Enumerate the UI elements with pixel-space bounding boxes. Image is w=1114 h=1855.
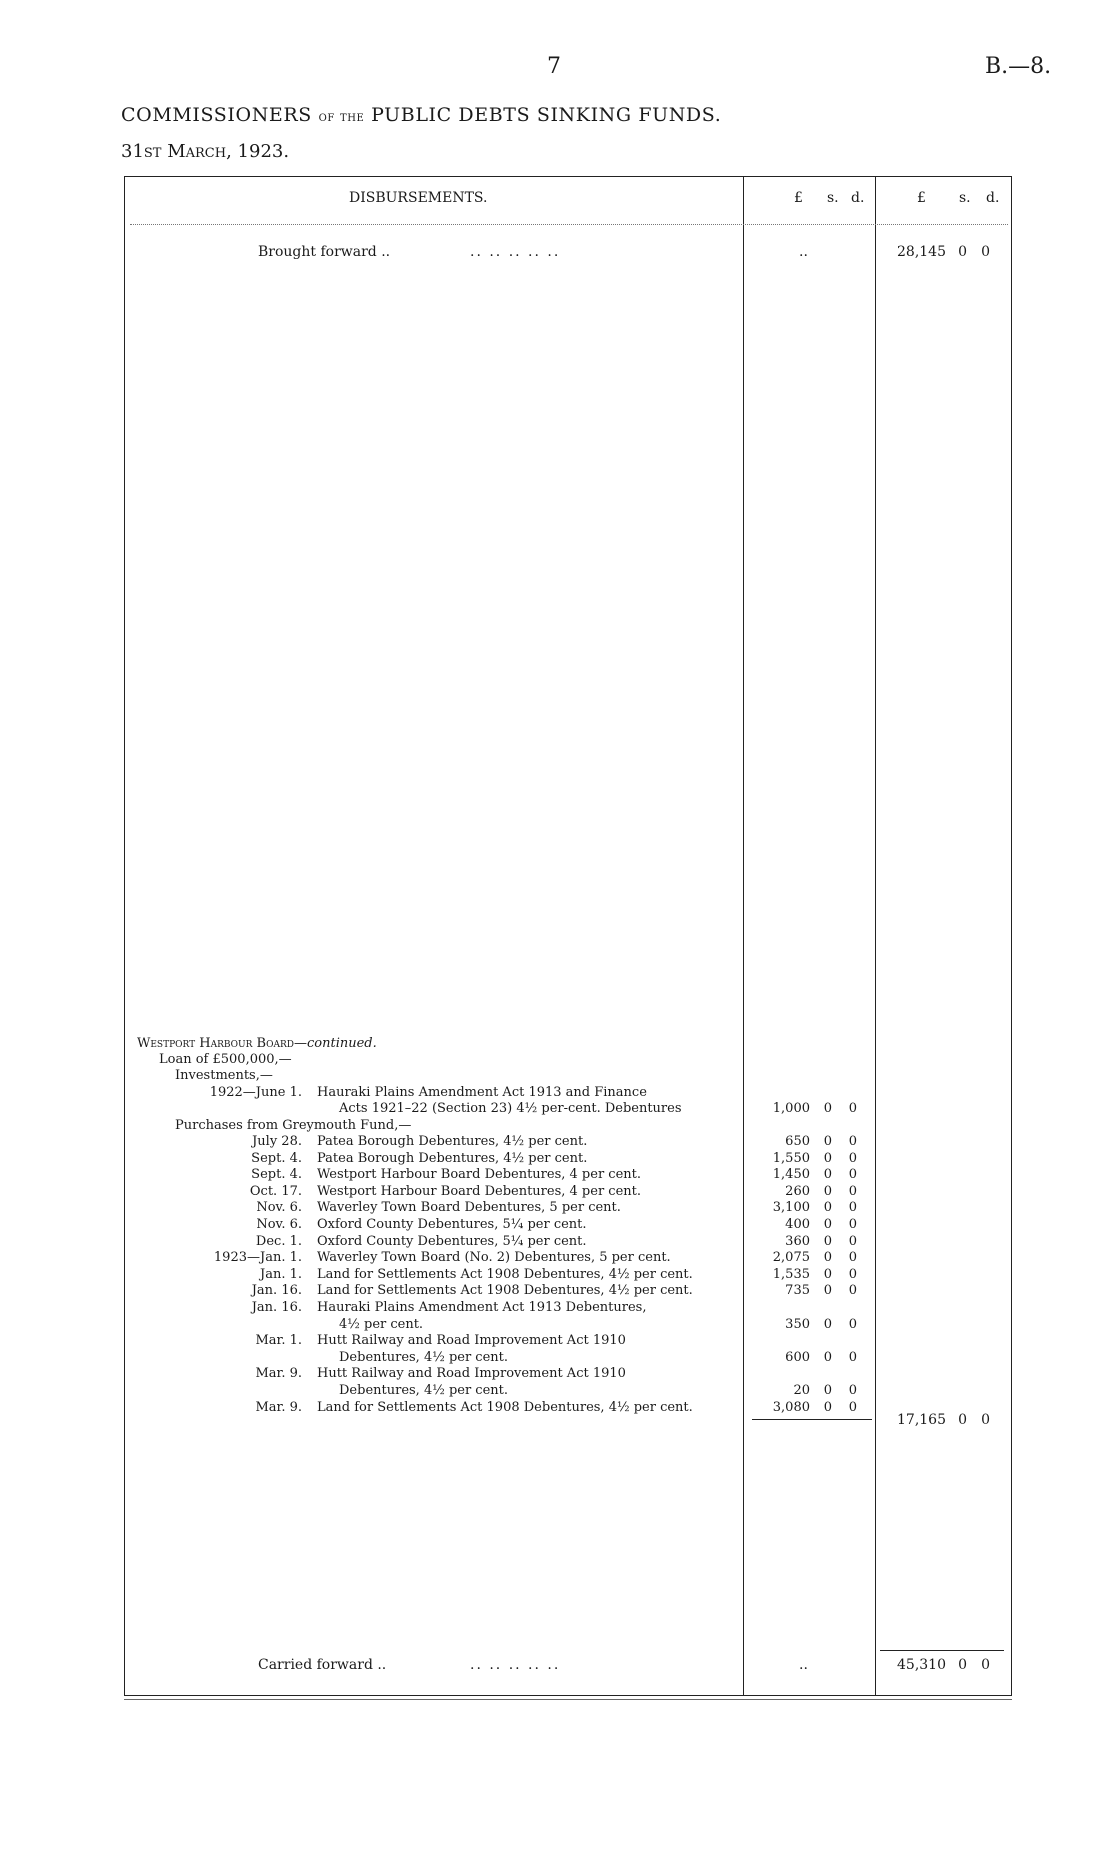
entry-d: 0 <box>848 1316 857 1332</box>
entry-amount: 3,080 <box>772 1399 810 1415</box>
page-number: 7 <box>547 54 561 79</box>
entry-date: Dec. 1. <box>255 1233 302 1249</box>
entry-date: Mar. 9. <box>255 1399 302 1415</box>
entry-text-continued: Debentures, 4½ per cent. <box>339 1383 509 1398</box>
carried-forward-rule <box>880 1650 1004 1651</box>
entry-d: 0 <box>848 1200 857 1216</box>
entry-d: 0 <box>848 1250 857 1266</box>
entry-amount: 400 <box>785 1217 810 1232</box>
entry-date: Oct. 17. <box>249 1183 302 1199</box>
statement-date: 31st March, 1923. <box>121 141 290 162</box>
entry-d: 0 <box>848 1217 857 1232</box>
entry-amount: 1,535 <box>772 1266 810 1282</box>
entry-date: Mar. 1. <box>255 1333 302 1349</box>
entry-d: 0 <box>848 1349 857 1365</box>
entry-date: Jan. 1. <box>259 1266 302 1282</box>
brought-forward-col1: .. <box>799 244 808 260</box>
entry-d: 0 <box>848 1150 857 1166</box>
entry-date: Nov. 6. <box>256 1200 302 1216</box>
shilling-heading-2: s. <box>959 190 971 206</box>
table-right-rule <box>1011 176 1012 1696</box>
column-divider-2 <box>875 176 876 1696</box>
section-heading-name: Westport Harbour Board <box>137 1036 294 1051</box>
brought-forward-leaders: .. .. .. .. .. <box>470 244 561 260</box>
brought-forward-d: 0 <box>981 244 990 260</box>
entry-d: 0 <box>848 1134 857 1149</box>
entry-date: Mar. 9. <box>255 1366 302 1382</box>
entry-text: Westport Harbour Board Debentures, 4 per cent. <box>317 1183 641 1199</box>
title-part-a: COMMISSIONERS <box>121 104 319 126</box>
entry-date: Nov. 6. <box>256 1217 302 1232</box>
entry-text: Waverley Town Board Debentures, 5 per cent. <box>317 1200 621 1216</box>
page-title <box>121 104 721 126</box>
entry-amount: 1,550 <box>772 1150 810 1166</box>
entry-text: Westport Harbour Board Debentures, 4 per cent. <box>317 1167 641 1183</box>
entry-text-continued: Debentures, 4½ per cent. <box>339 1349 509 1365</box>
entry-date: Sept. 4. <box>251 1150 302 1166</box>
entry-text: Hauraki Plains Amendment Act 1913 Debentures, <box>317 1300 647 1315</box>
entry-d: 0 <box>848 1383 857 1398</box>
entry-amount: 735 <box>785 1283 810 1299</box>
entry-s: 0 <box>823 1316 832 1332</box>
subtotal-amount: 17,165 <box>897 1412 946 1428</box>
entry-date: Jan. 16. <box>251 1300 302 1315</box>
entry-s: 0 <box>823 1150 832 1166</box>
brought-forward-s: 0 <box>958 244 967 260</box>
pound-heading-1: £ <box>794 190 803 206</box>
carried-forward-d: 0 <box>981 1657 990 1673</box>
brought-forward-label: Brought forward .. <box>258 244 391 260</box>
entry-s: 0 <box>823 1200 832 1216</box>
pound-heading-2: £ <box>917 190 926 206</box>
table-top-rule <box>124 176 1012 177</box>
entry-amount: 1,450 <box>772 1167 810 1183</box>
subtotal-rule <box>752 1419 872 1420</box>
table-bottom-rule <box>124 1695 1012 1696</box>
entry-d: 0 <box>848 1266 857 1282</box>
brought-forward-amount: 28,145 <box>897 244 946 260</box>
entry-text: Land for Settlements Act 1908 Debentures, 4½ per cent. <box>317 1266 693 1282</box>
entry-text: Land for Settlements Act 1908 Debentures, 4½ per cent. <box>317 1399 693 1415</box>
entry-date: July 28. <box>252 1134 302 1149</box>
carried-forward-label: Carried forward .. <box>258 1657 387 1673</box>
title-part-of: of the <box>318 109 365 125</box>
entry-d: 0 <box>848 1233 857 1249</box>
entry-text: Hutt Railway and Road Improvement Act 1910 <box>317 1333 626 1349</box>
investment-text-line2: Acts 1921–22 (Section 23) 4½ per-cent. Debentures <box>339 1101 682 1116</box>
entry-date: Sept. 4. <box>251 1167 302 1183</box>
entry-text: Hutt Railway and Road Improvement Act 1910 <box>317 1366 626 1382</box>
entry-text: Patea Borough Debentures, 4½ per cent. <box>317 1150 588 1166</box>
entry-s: 0 <box>823 1283 832 1299</box>
entry-amount: 360 <box>785 1233 810 1249</box>
entry-s: 0 <box>823 1167 832 1183</box>
entry-s: 0 <box>823 1250 832 1266</box>
entry-d: 0 <box>848 1399 857 1415</box>
entry-amount: 350 <box>785 1316 810 1332</box>
entry-s: 0 <box>823 1183 832 1199</box>
investment-amount: 1,000 <box>772 1101 810 1116</box>
carried-forward-amount: 45,310 <box>897 1657 946 1673</box>
carried-forward-leaders: .. .. .. .. .. <box>470 1657 561 1673</box>
entry-text-continued: 4½ per cent. <box>339 1316 424 1332</box>
shilling-heading-1: s. <box>827 190 839 206</box>
entry-amount: 2,075 <box>772 1250 810 1266</box>
entry-text: Oxford County Debentures, 5¼ per cent. <box>317 1233 587 1249</box>
entry-s: 0 <box>823 1266 832 1282</box>
section-heading <box>137 1036 377 1051</box>
section-heading-continued: —continued. <box>293 1036 377 1051</box>
entry-text: Patea Borough Debentures, 4½ per cent. <box>317 1134 588 1149</box>
pence-heading-2: d. <box>986 190 1000 206</box>
entry-s: 0 <box>823 1134 832 1149</box>
entry-s: 0 <box>823 1383 832 1398</box>
investment-text-line1: Hauraki Plains Amendment Act 1913 and Finance <box>317 1085 647 1100</box>
investment-d: 0 <box>848 1101 857 1116</box>
carried-forward-col1: .. <box>799 1657 808 1673</box>
entry-amount: 650 <box>785 1134 810 1149</box>
entry-date: Jan. 16. <box>251 1283 302 1299</box>
subtotal-s: 0 <box>958 1412 967 1428</box>
entry-s: 0 <box>823 1233 832 1249</box>
purchases-label: Purchases from Greymouth Fund,— <box>175 1118 412 1133</box>
title-part-b: PUBLIC DEBTS SINKING FUNDS. <box>364 104 722 126</box>
disbursements-heading: DISBURSEMENTS. <box>349 190 488 206</box>
entry-text: Oxford County Debentures, 5¼ per cent. <box>317 1217 587 1232</box>
document-reference: B.—8. <box>985 54 1052 79</box>
subtotal-d: 0 <box>981 1412 990 1428</box>
investment-date: 1922—June 1. <box>209 1085 302 1100</box>
entry-amount: 20 <box>793 1383 810 1398</box>
investment-s: 0 <box>823 1101 832 1116</box>
entry-s: 0 <box>823 1217 832 1232</box>
entry-text: Waverley Town Board (No. 2) Debentures, 5 per cent. <box>317 1250 671 1266</box>
entry-amount: 3,100 <box>772 1200 810 1216</box>
entry-date: 1923—Jan. 1. <box>213 1250 302 1266</box>
entry-d: 0 <box>848 1283 857 1299</box>
table-bottom-rule-2 <box>124 1699 1012 1700</box>
carried-forward-s: 0 <box>958 1657 967 1673</box>
investments-label: Investments,— <box>175 1068 273 1083</box>
entry-d: 0 <box>848 1167 857 1183</box>
entry-text: Land for Settlements Act 1908 Debentures, 4½ per cent. <box>317 1283 693 1299</box>
entry-amount: 600 <box>785 1349 810 1365</box>
entry-d: 0 <box>848 1183 857 1199</box>
entry-s: 0 <box>823 1349 832 1365</box>
column-divider-1 <box>743 176 744 1696</box>
table-left-rule <box>124 176 125 1696</box>
entry-s: 0 <box>823 1399 832 1415</box>
loan-label: Loan of £500,000,— <box>159 1052 292 1067</box>
header-divider <box>130 224 1008 225</box>
entry-amount: 260 <box>785 1183 810 1199</box>
pence-heading-1: d. <box>851 190 865 206</box>
